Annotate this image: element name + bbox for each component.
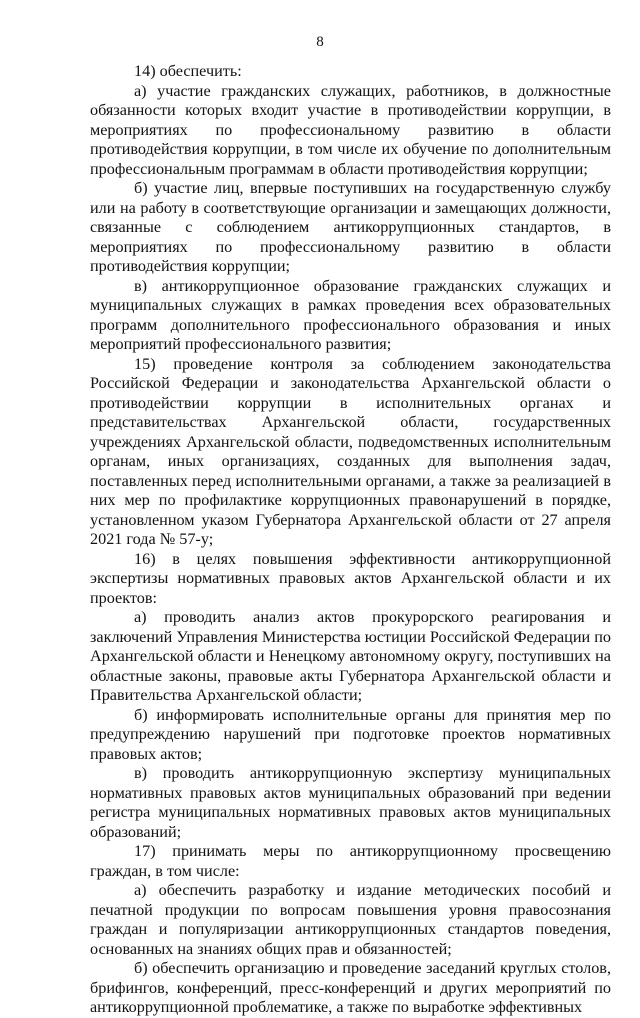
paragraph-16v: в) проводить антикоррупционную экспертизу муниципальных нормативных правовых актов муниципальных образований при ведении регистра муниципальных нормативных правовых актов муниципальных образований; bbox=[90, 764, 611, 841]
paragraph-16a: а) проводить анализ актов прокурорского реагирования и заключений Управления Министерства юстиции Российской Федерации по Архангельской области и Ненецкому автономному округу, поступивших на областные законы, правовые акты Губернатора Архангельской области и Правительства Архангельской области; bbox=[90, 608, 611, 704]
document-body bbox=[90, 62, 611, 1018]
paragraph-14b: б) участие лиц, впервые поступивших на государственную службу или на работу в соответствующие организации и замещающих должности, связанные с соблюдением антикоррупционных стандартов, в мероприятиях по профессиональному развитию в области противодействия коррупции; bbox=[90, 179, 611, 275]
paragraph-16: 16) в целях повышения эффективности антикоррупционной экспертизы нормативных правовых актов Архангельской области и их проектов: bbox=[90, 549, 611, 607]
paragraph-14v: в) антикоррупционное образование гражданских служащих и муниципальных служащих в рамках проведения всех образовательных программ дополнительного профессионального образования и иных мероприятий профессионального развития; bbox=[90, 276, 611, 353]
paragraph-17: 17) принимать меры по антикоррупционному просвещению граждан, в том числе: bbox=[90, 842, 611, 880]
paragraph-16b: б) информировать исполнительные органы для принятия мер по предупреждению нарушений при подготовке проектов нормативных правовых актов; bbox=[90, 705, 611, 763]
paragraph-17a: а) обеспечить разработку и издание методических пособий и печатной продукции по вопросам повышения уровня правосознания граждан и популяризации антикоррупционных стандартов поведения, основанных на знаниях общих прав и обязанностей; bbox=[90, 881, 611, 958]
paragraph-14a: а) участие гражданских служащих, работников, в должностные обязанности которых входит участие в противодействии коррупции, в мероприятиях по профессиональному развитию в области противодействия коррупции, в том числе их обучение по дополнительным профессиональным программам в области противодействия коррупции; bbox=[90, 81, 611, 178]
paragraph-15: 15) проведение контроля за соблюдением законодательства Российской Федерации и законодательства Архангельской области о противодействии коррупции в исполнительных органах и представительствах Архангельской области, государственных учреждениях Архангельской области, подведомственных исполнительным органам, иных организациях, созданных для выполнения задач, поставленных перед исполнительными органами, а также за реализацией в них мер по профилактике коррупционных правонарушений в порядке, установленном указом Губернатора Архангельской области от 27 апреля 2021 года № 57-у; bbox=[90, 354, 611, 548]
page-number: 8 bbox=[316, 34, 324, 50]
paragraph-17b: б) обеспечить организацию и проведение заседаний круглых столов, брифингов, конференций, пресс-конференций и других мероприятий по антикоррупционной проблематике, а также по выработке эффективных bbox=[90, 959, 611, 1016]
paragraph-14: 14) обеспечить: bbox=[134, 62, 242, 80]
